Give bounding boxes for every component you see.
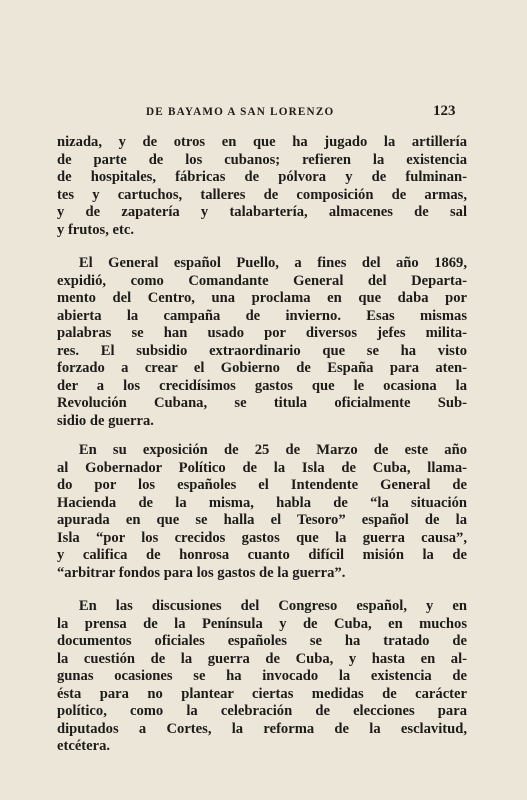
text-line: la cuestión de la guerra de Cuba, y hasta en al- <box>57 650 467 667</box>
text-line: Isla “por los crecidos gastos que la guerra causa”, <box>57 529 467 546</box>
text-line: El General español Puello, a fines del año 1869, <box>78 255 467 271</box>
text-line: forzado a crear el Gobierno de España para aten- <box>57 360 467 376</box>
text-line: abierta la campaña de invierno. Esas mismas <box>57 307 467 324</box>
text-line: al Gobernador Político de la Isla de Cuba, llama- <box>57 459 467 476</box>
text-line: nizada, y de otros en que ha jugado la artillería <box>57 134 467 150</box>
text-line: Hacienda de la misma, habla de “la situación <box>57 494 467 511</box>
paragraph-3 <box>57 442 467 582</box>
text-line: la prensa de la Península y de Cuba, en muchos <box>57 615 467 632</box>
paragraph-4 <box>57 598 467 756</box>
text-line: res. El subsidio extraordinario que se ha visto <box>57 342 467 359</box>
text-line: En su exposición de 25 de Marzo de este año <box>78 442 467 458</box>
text-line: y frutos, etc. <box>57 221 134 238</box>
text-line: palabras se han usado por diversos jefes milita- <box>57 325 467 341</box>
text-line: de hospitales, fábricas de pólvora y de fulminan- <box>57 169 467 185</box>
text-line: gunas ocasiones se ha invocado la existencia de <box>57 668 467 684</box>
text-line: “arbitrar fondos para los gastos de la guerra”. <box>57 564 346 581</box>
text-line: der a los crecidísimos gastos que le ocasiona la <box>57 377 467 394</box>
text-line: y califica de honrosa cuanto difícil misión la de <box>57 547 467 563</box>
text-line: diputados a Cortes, la reforma de la esclavitud, <box>57 720 467 737</box>
text-line: documentos oficiales españoles se ha tratado de <box>57 633 467 649</box>
paragraph-1 <box>57 134 467 239</box>
text-line: político, como la celebración de elecciones para <box>57 703 467 719</box>
page-body <box>57 134 467 756</box>
running-head: DE BAYAMO A SAN LORENZO <box>146 106 335 118</box>
text-line: ésta para no plantear ciertas medidas de carácter <box>57 685 467 702</box>
text-line: tes y cartuchos, talleres de composición de armas, <box>57 186 467 203</box>
text-line: do por los españoles el Intendente General de <box>57 477 467 493</box>
text-line: etcétera. <box>57 738 111 754</box>
text-line: y de zapatería y talabartería, almacenes de sal <box>57 204 467 220</box>
paragraph-2 <box>57 255 467 430</box>
text-line: sidio de guerra. <box>57 412 154 429</box>
page-number: 123 <box>433 103 456 119</box>
text-line: apurada en que se halla el Tesoro” español de la <box>57 512 467 528</box>
text-line: expidió, como Comandante General del Departa- <box>57 272 467 289</box>
text-line: mento del Centro, una proclama en que daba por <box>57 290 467 306</box>
text-line: Revolución Cubana, se titula oficialmente Sub- <box>57 395 467 411</box>
text-line: En las discusiones del Congreso español, y en <box>78 598 467 614</box>
text-line: de parte de los cubanos; refieren la existencia <box>57 151 467 168</box>
